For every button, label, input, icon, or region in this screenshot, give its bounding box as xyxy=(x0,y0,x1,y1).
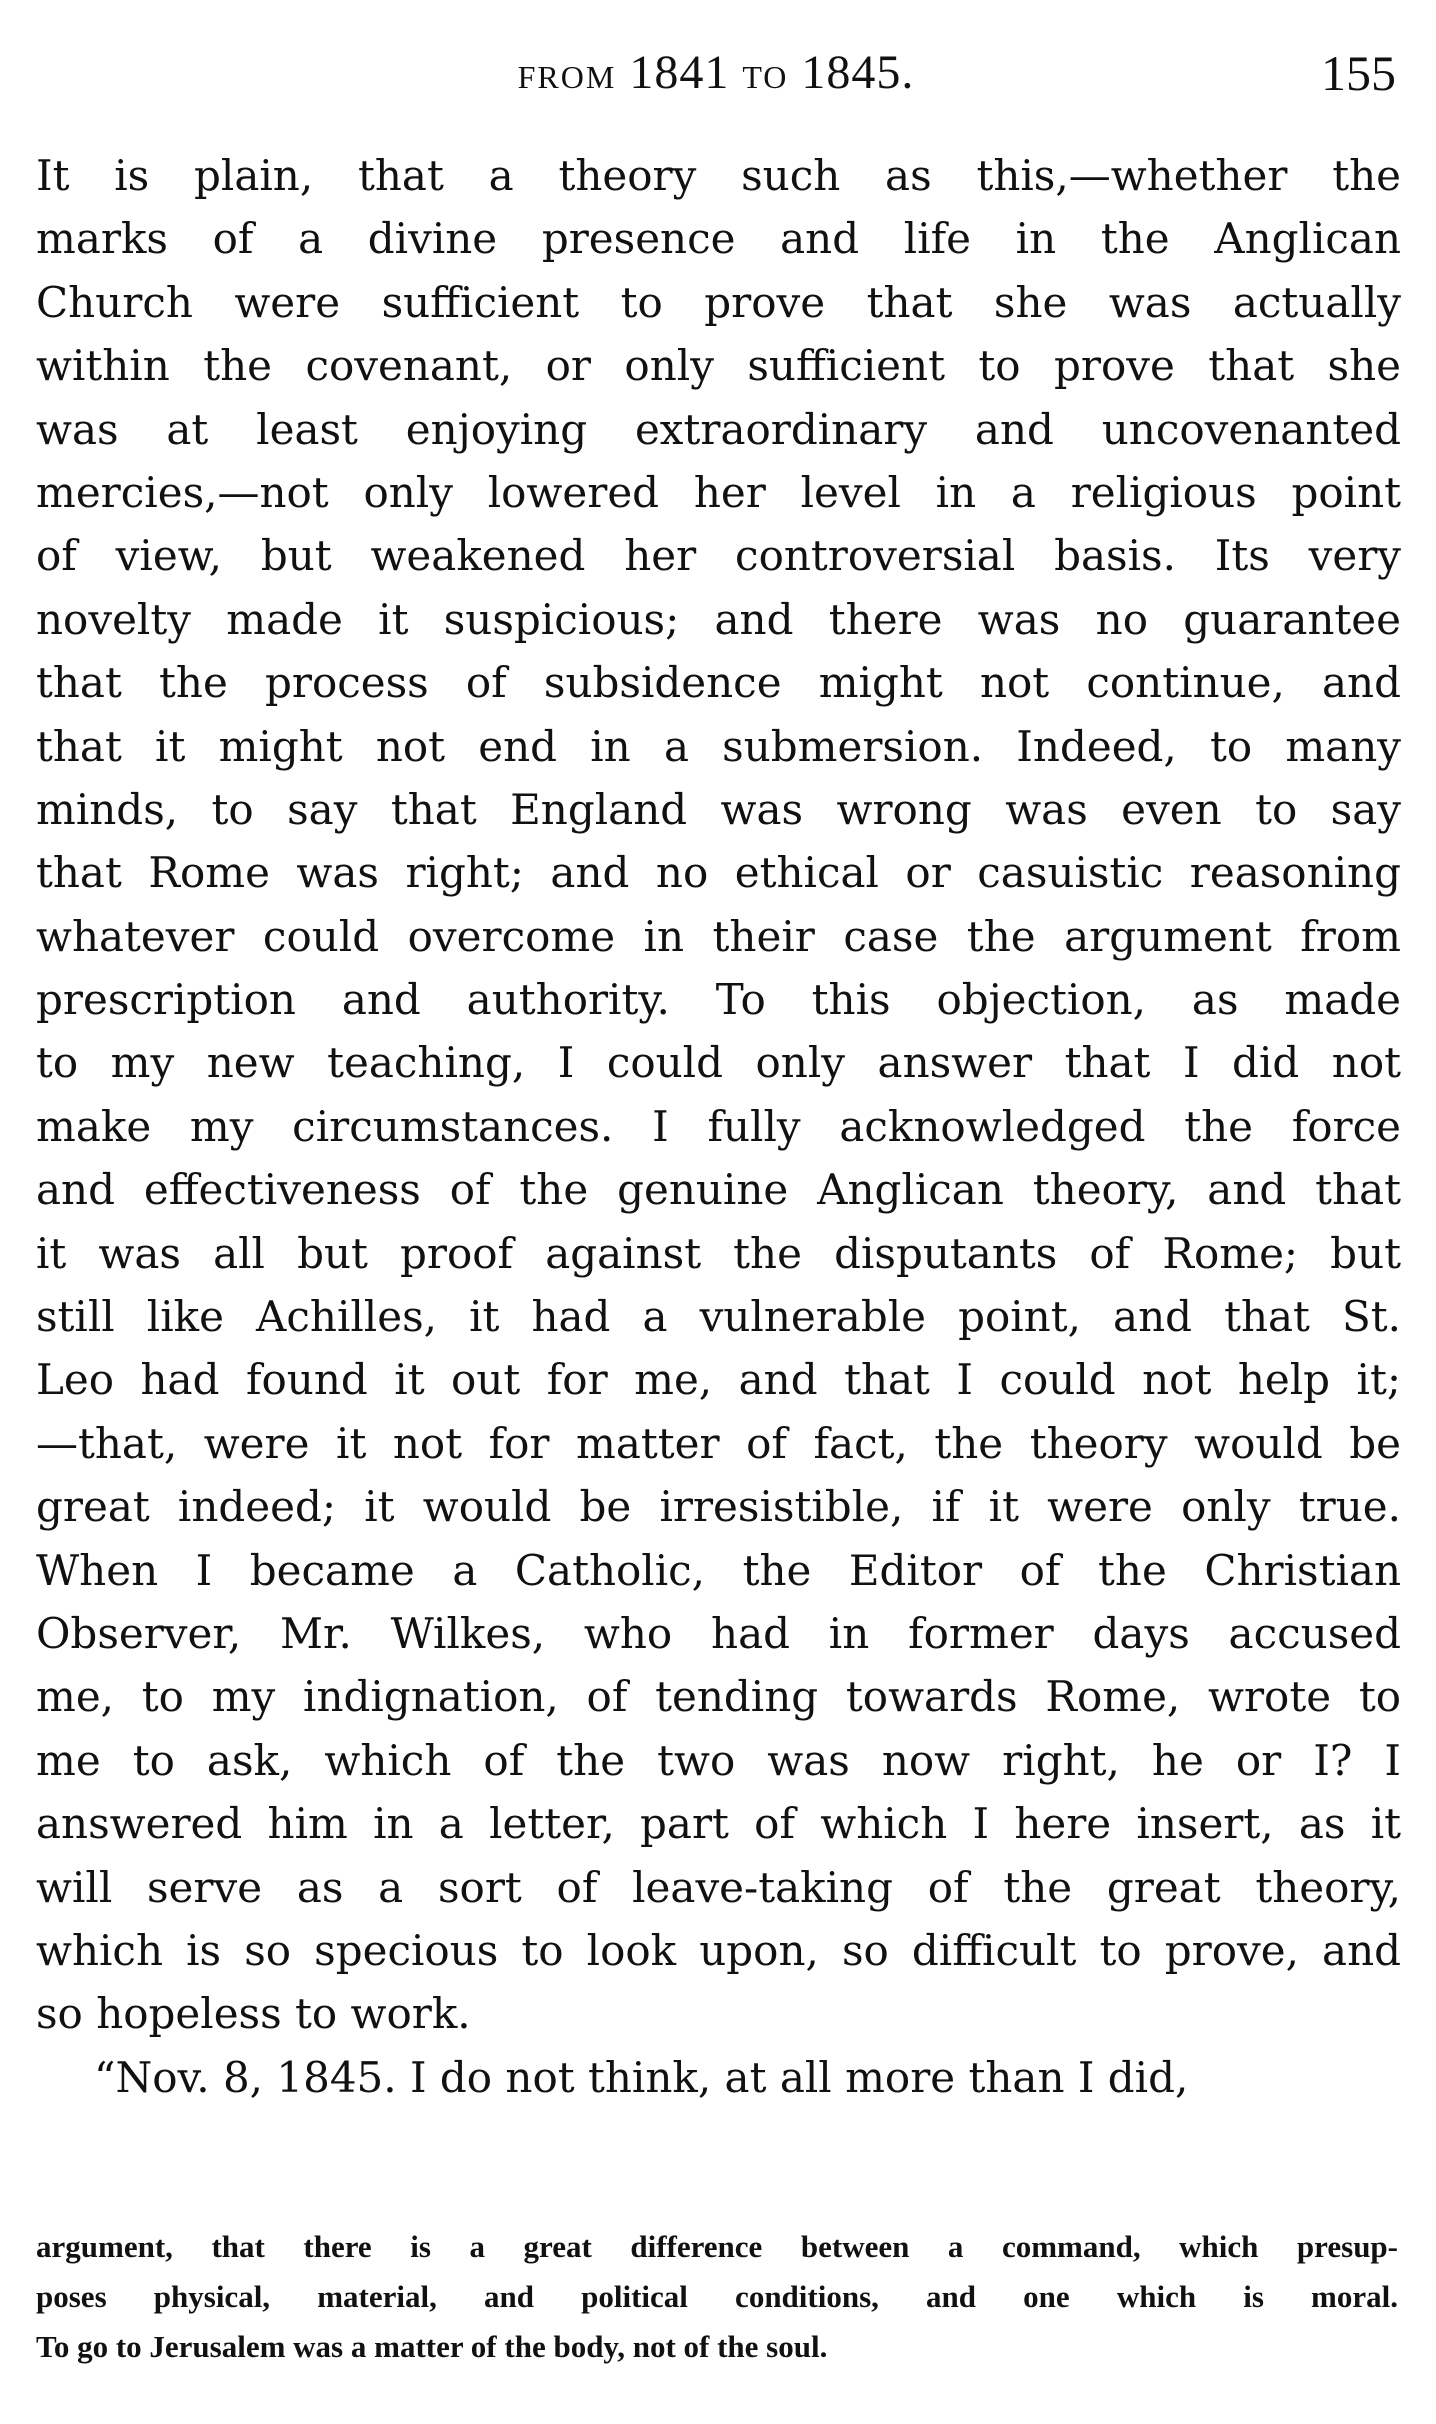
text-line: whatever could overcome in their case the argument from xyxy=(36,911,1401,961)
running-title-from: from xyxy=(517,47,617,98)
body-text xyxy=(36,144,1401,2109)
text-line: of view, but weakened her controversial basis. Its very xyxy=(36,531,1401,581)
text-line: was at least enjoying extraordinary and uncovenanted xyxy=(36,404,1401,454)
running-head xyxy=(36,38,1396,108)
footnote-line: To go to Jerusalem was a matter of the body, not of the soul. xyxy=(36,2329,828,2364)
text-line: so hopeless to work. xyxy=(36,1989,471,2039)
text-line: me, to my indignation, of tending towards Rome, wrote to xyxy=(36,1672,1401,1722)
text-line: that Rome was right; and no ethical or casuistic reasoning xyxy=(36,848,1401,898)
text-line: —that, were it not for matter of fact, the theory would be xyxy=(36,1418,1401,1468)
text-line: it was all but proof against the disputants of Rome; but xyxy=(36,1228,1401,1278)
text-line: to my new teaching, I could only answer that I did not xyxy=(36,1038,1401,1088)
text-line: answered him in a letter, part of which I here insert, as it xyxy=(36,1799,1401,1849)
text-line: great indeed; it would be irresistible, if it were only true. xyxy=(36,1482,1401,1532)
text-line: within the covenant, or only sufficient to prove that she xyxy=(36,341,1401,391)
footnote xyxy=(36,2222,1398,2372)
text-line: prescription and authority. To this objection, as made xyxy=(36,975,1401,1025)
page-number: 155 xyxy=(1321,45,1396,101)
footnote-line: argument, that there is a great difference between a command, which presup- xyxy=(36,2229,1398,2264)
text-line: me to ask, which of the two was now right, he or I? I xyxy=(36,1735,1401,1785)
text-line: marks of a divine presence and life in the Anglican xyxy=(36,214,1401,264)
text-line: make my circumstances. I fully acknowledged the force xyxy=(36,1101,1401,1151)
text-line: Observer, Mr. Wilkes, who had in former days accused xyxy=(36,1608,1401,1658)
text-line: novelty made it suspicious; and there was no guarantee xyxy=(36,594,1401,644)
text-line: will serve as a sort of leave-taking of the great theory, xyxy=(36,1862,1401,1912)
text-line: Church were sufficient to prove that she was actually xyxy=(36,277,1401,327)
running-title-to: to xyxy=(742,47,789,98)
footnote-line: poses physical, material, and political conditions, and one which is moral. xyxy=(36,2279,1398,2314)
text-line: mercies,—not only lowered her level in a religious point xyxy=(36,467,1401,517)
text-line: It is plain, that a theory such as this,—whether the xyxy=(36,151,1401,200)
running-title-year-end: 1845. xyxy=(801,46,915,99)
running-title xyxy=(36,38,1396,108)
text-line: minds, to say that England was wrong was even to say xyxy=(36,784,1401,834)
text-line: and effectiveness of the genuine Anglican theory, and that xyxy=(36,1165,1401,1215)
running-title-year-start: 1841 xyxy=(629,46,730,99)
text-line: still like Achilles, it had a vulnerable point, and that St. xyxy=(36,1292,1401,1342)
text-line: that the process of subsidence might not continue, and xyxy=(36,658,1401,708)
text-line: which is so specious to look upon, so difficult to prove, and xyxy=(36,1925,1401,1975)
text-line: that it might not end in a submersion. Indeed, to many xyxy=(36,721,1401,771)
letter-opening-line: “Nov. 8, 1845. I do not think, at all more than I did, xyxy=(94,2052,1189,2102)
text-line: Leo had found it out for me, and that I could not help it; xyxy=(36,1355,1401,1405)
text-line: When I became a Catholic, the Editor of the Christian xyxy=(36,1545,1401,1595)
